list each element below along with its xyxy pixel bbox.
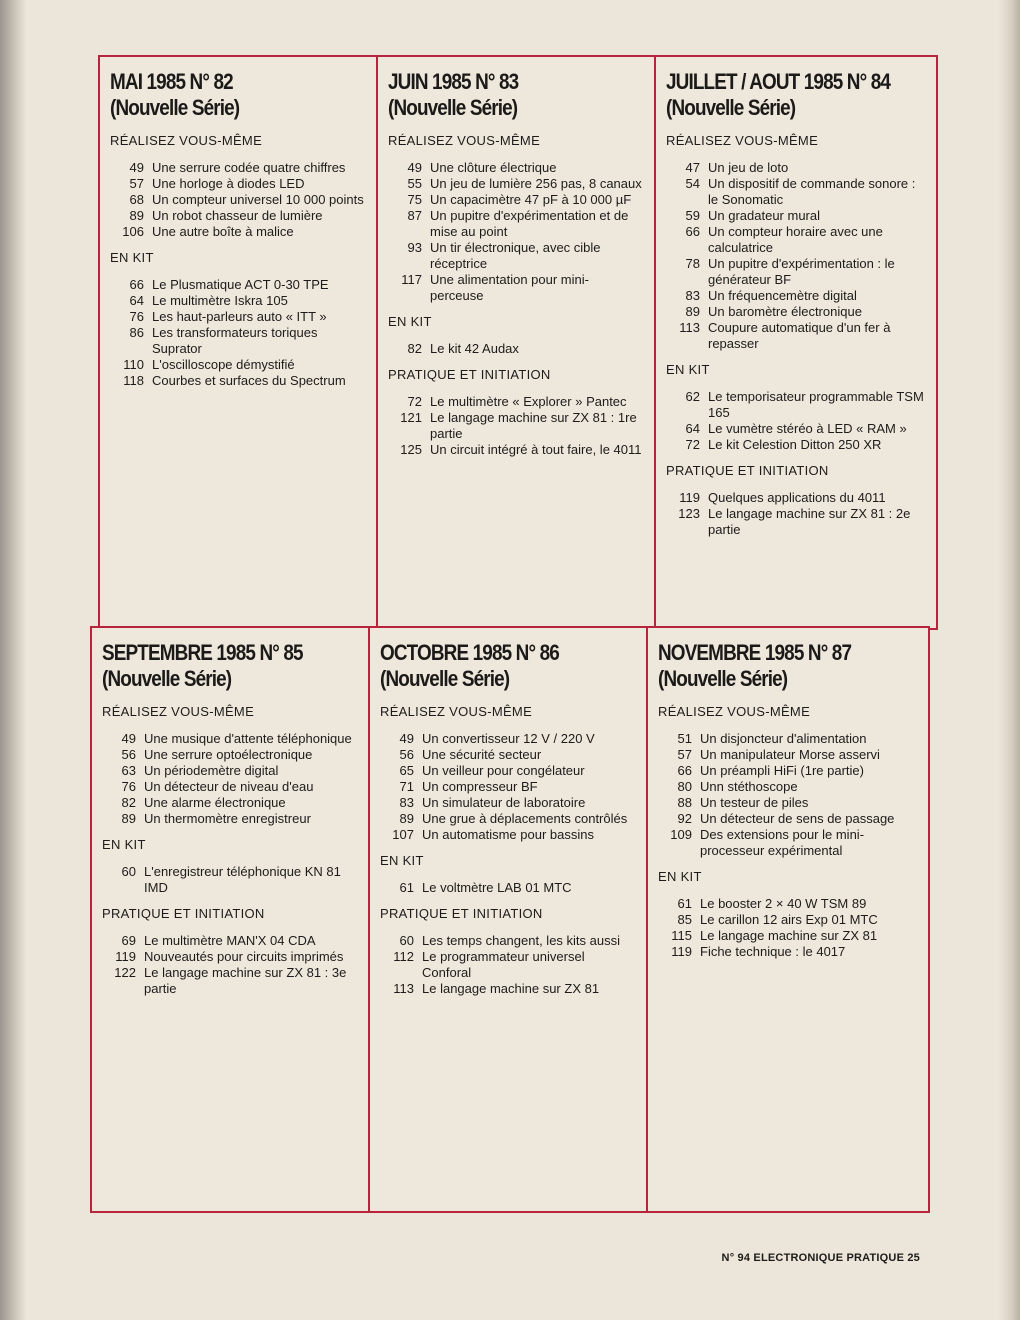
article-item bbox=[102, 747, 360, 763]
realisez-section-heading: RÉALISEZ VOUS-MÊME bbox=[388, 133, 541, 148]
article-page-number: 78 bbox=[685, 256, 700, 271]
article-item bbox=[380, 747, 638, 763]
article-page-number: 76 bbox=[121, 779, 136, 794]
article-page-number: 89 bbox=[685, 304, 700, 319]
article-item bbox=[658, 827, 920, 859]
page-footer: N° 94 ELECTRONIQUE PRATIQUE 25 bbox=[721, 1252, 920, 1264]
article-list bbox=[388, 160, 646, 304]
article-page-number: 125 bbox=[400, 442, 422, 457]
issue-subtitle: (Nouvelle Série) bbox=[666, 95, 796, 120]
article-item bbox=[380, 795, 638, 811]
article-page-number: 56 bbox=[399, 747, 414, 762]
article-item bbox=[666, 320, 928, 352]
article-title: Les transformateurs toriques Suprator bbox=[152, 325, 318, 356]
issue-column bbox=[92, 628, 370, 1211]
article-list bbox=[380, 731, 638, 843]
article-list bbox=[666, 160, 928, 352]
article-page-number: 57 bbox=[129, 176, 144, 191]
realisez-section-heading: RÉALISEZ VOUS-MÊME bbox=[110, 133, 263, 148]
article-title: Une horloge à diodes LED bbox=[152, 176, 305, 191]
article-title: Courbes et surfaces du Spectrum bbox=[152, 373, 346, 388]
article-title: Un baromètre électronique bbox=[708, 304, 862, 319]
binding-edge bbox=[0, 0, 26, 1320]
article-item bbox=[658, 896, 920, 912]
article-page-number: 109 bbox=[670, 827, 692, 842]
article-page-number: 66 bbox=[677, 763, 692, 778]
article-page-number: 123 bbox=[678, 506, 700, 521]
article-title: Un dispositif de commande sonore : le Sonomatic bbox=[708, 176, 916, 207]
article-item bbox=[380, 880, 638, 896]
article-item bbox=[666, 490, 928, 506]
article-title: Un automatisme pour bassins bbox=[422, 827, 594, 842]
article-item bbox=[102, 811, 360, 827]
pratique-section-heading: PRATIQUE ET INITIATION bbox=[102, 906, 265, 921]
article-page-number: 72 bbox=[407, 394, 422, 409]
article-title: Le multimètre « Explorer » Pantec bbox=[430, 394, 627, 409]
realisez-section-heading: RÉALISEZ VOUS-MÊME bbox=[102, 704, 255, 719]
article-title: Une alarme électronique bbox=[144, 795, 286, 810]
article-item bbox=[110, 192, 368, 208]
pratique-section-heading: PRATIQUE ET INITIATION bbox=[388, 367, 551, 382]
article-item bbox=[666, 288, 928, 304]
article-item bbox=[110, 373, 368, 389]
article-page-number: 76 bbox=[129, 309, 144, 324]
article-page-number: 82 bbox=[407, 341, 422, 356]
article-item bbox=[380, 933, 638, 949]
article-page-number: 69 bbox=[121, 933, 136, 948]
article-item bbox=[102, 965, 360, 997]
article-title: Une serrure codée quatre chiffres bbox=[152, 160, 346, 175]
article-item bbox=[110, 309, 368, 325]
article-title: Un disjoncteur d'alimentation bbox=[700, 731, 867, 746]
kit-section-heading: EN KIT bbox=[380, 853, 424, 868]
article-title: Un capacimètre 47 pF à 10 000 µF bbox=[430, 192, 632, 207]
article-title: Un détecteur de niveau d'eau bbox=[144, 779, 314, 794]
article-item bbox=[380, 731, 638, 747]
article-title: Un fréquencemètre digital bbox=[708, 288, 857, 303]
article-item bbox=[666, 208, 928, 224]
article-title: Un compteur universel 10 000 points bbox=[152, 192, 364, 207]
article-page-number: 64 bbox=[129, 293, 144, 308]
article-page-number: 47 bbox=[685, 160, 700, 175]
article-page-number: 112 bbox=[393, 949, 414, 964]
issue-column bbox=[378, 57, 656, 628]
article-page-number: 51 bbox=[677, 731, 692, 746]
issue-column bbox=[100, 57, 378, 628]
issue-title bbox=[666, 69, 891, 121]
article-title: Le kit Celestion Ditton 250 XR bbox=[708, 437, 882, 452]
article-page-number: 71 bbox=[399, 779, 414, 794]
article-title: Une autre boîte à malice bbox=[152, 224, 294, 239]
article-page-number: 85 bbox=[677, 912, 692, 927]
article-list bbox=[388, 394, 646, 458]
article-page-number: 106 bbox=[122, 224, 144, 239]
article-title: Un robot chasseur de lumière bbox=[152, 208, 323, 223]
article-title: Une sécurité secteur bbox=[422, 747, 542, 762]
article-title: Le langage machine sur ZX 81 bbox=[422, 981, 600, 996]
article-title: Des extensions pour le mini-processeur expérimental bbox=[700, 827, 865, 858]
article-title: Un compteur horaire avec une calculatrice bbox=[708, 224, 883, 255]
article-item bbox=[110, 224, 368, 240]
article-title: Un tir électronique, avec cible réceptrice bbox=[430, 240, 601, 271]
article-page-number: 61 bbox=[677, 896, 692, 911]
article-page-number: 75 bbox=[407, 192, 422, 207]
article-page-number: 63 bbox=[121, 763, 136, 778]
realisez-section-heading: RÉALISEZ VOUS-MÊME bbox=[666, 133, 819, 148]
article-title: Un pupitre d'expérimentation et de mise au point bbox=[430, 208, 629, 239]
article-title: Un thermomètre enregistreur bbox=[144, 811, 311, 826]
realisez-section-heading: RÉALISEZ VOUS-MÊME bbox=[380, 704, 533, 719]
article-title: Un pupitre d'expérimentation : le générateur BF bbox=[708, 256, 895, 287]
article-title: Le langage machine sur ZX 81 : 3e partie bbox=[144, 965, 347, 996]
kit-section-heading: EN KIT bbox=[110, 250, 154, 265]
article-item bbox=[666, 437, 928, 453]
article-item bbox=[658, 747, 920, 763]
article-list bbox=[380, 880, 638, 896]
article-page-number: 82 bbox=[121, 795, 136, 810]
article-page-number: 66 bbox=[129, 277, 144, 292]
pratique-section-heading: PRATIQUE ET INITIATION bbox=[666, 463, 829, 478]
article-page-number: 62 bbox=[685, 389, 700, 404]
article-item bbox=[388, 394, 646, 410]
article-list bbox=[380, 933, 638, 997]
article-page-number: 49 bbox=[121, 731, 136, 746]
article-page-number: 65 bbox=[399, 763, 414, 778]
article-title: Une clôture électrique bbox=[430, 160, 557, 175]
article-item bbox=[102, 779, 360, 795]
article-item bbox=[388, 208, 646, 240]
article-list bbox=[102, 864, 360, 896]
article-item bbox=[380, 779, 638, 795]
article-title: Le multimètre Iskra 105 bbox=[152, 293, 288, 308]
article-title: Fiche technique : le 4017 bbox=[700, 944, 846, 959]
article-list bbox=[658, 896, 920, 960]
kit-section-heading: EN KIT bbox=[102, 837, 146, 852]
article-page-number: 49 bbox=[129, 160, 144, 175]
issue-title-line: JUIN 1985 N° 83 bbox=[388, 69, 519, 94]
article-title: Le booster 2 × 40 W TSM 89 bbox=[700, 896, 867, 911]
article-item bbox=[110, 208, 368, 224]
article-page-number: 107 bbox=[392, 827, 414, 842]
article-page-number: 56 bbox=[121, 747, 136, 762]
article-title: Le Plusmatique ACT 0-30 TPE bbox=[152, 277, 329, 292]
article-title: Un convertisseur 12 V / 220 V bbox=[422, 731, 595, 746]
article-page-number: 93 bbox=[407, 240, 422, 255]
issue-subtitle: (Nouvelle Série) bbox=[110, 95, 240, 120]
article-title: Le temporisateur programmable TSM 165 bbox=[708, 389, 924, 420]
article-title: Un jeu de lumière 256 pas, 8 canaux bbox=[430, 176, 642, 191]
article-page-number: 55 bbox=[407, 176, 422, 191]
article-page-number: 64 bbox=[685, 421, 700, 436]
article-page-number: 60 bbox=[399, 933, 414, 948]
article-item bbox=[658, 928, 920, 944]
article-title: Un simulateur de laboratoire bbox=[422, 795, 586, 810]
article-page-number: 60 bbox=[121, 864, 136, 879]
article-item bbox=[388, 442, 646, 458]
kit-section-heading: EN KIT bbox=[666, 362, 710, 377]
article-item bbox=[110, 277, 368, 293]
issue-column bbox=[370, 628, 648, 1211]
article-item bbox=[110, 357, 368, 373]
article-page-number: 113 bbox=[393, 981, 414, 996]
article-title: L'enregistreur téléphonique KN 81 IMD bbox=[144, 864, 341, 895]
article-item bbox=[110, 176, 368, 192]
article-item bbox=[388, 410, 646, 442]
article-page-number: 89 bbox=[399, 811, 414, 826]
article-title: Un veilleur pour congélateur bbox=[422, 763, 585, 778]
article-title: Un préampli HiFi (1re partie) bbox=[700, 763, 864, 778]
article-title: Le programmateur universel Conforal bbox=[422, 949, 585, 980]
article-page-number: 92 bbox=[677, 811, 692, 826]
article-page-number: 122 bbox=[114, 965, 136, 980]
article-item bbox=[666, 256, 928, 288]
article-list bbox=[658, 731, 920, 859]
article-page-number: 115 bbox=[671, 928, 692, 943]
issues-grid-bottom bbox=[90, 626, 930, 1213]
article-page-number: 86 bbox=[129, 325, 144, 340]
issue-column bbox=[656, 57, 936, 628]
article-title: Le carillon 12 airs Exp 01 MTC bbox=[700, 912, 878, 927]
article-title: Le voltmètre LAB 01 MTC bbox=[422, 880, 572, 895]
article-title: Le langage machine sur ZX 81 : 1re partie bbox=[430, 410, 637, 441]
article-title: Un manipulateur Morse asservi bbox=[700, 747, 880, 762]
article-page-number: 80 bbox=[677, 779, 692, 794]
article-item bbox=[388, 176, 646, 192]
article-title: L'oscilloscope démystifié bbox=[152, 357, 295, 372]
issue-title-line: OCTOBRE 1985 N° 86 bbox=[380, 640, 559, 665]
article-item bbox=[380, 981, 638, 997]
article-title: Une serrure optoélectronique bbox=[144, 747, 313, 762]
article-list bbox=[102, 933, 360, 997]
article-item bbox=[110, 293, 368, 309]
article-item bbox=[102, 949, 360, 965]
issue-title bbox=[102, 640, 324, 692]
issue-subtitle: (Nouvelle Série) bbox=[658, 666, 788, 691]
article-item bbox=[380, 811, 638, 827]
article-page-number: 83 bbox=[399, 795, 414, 810]
article-title: Un jeu de loto bbox=[708, 160, 789, 175]
article-item bbox=[658, 912, 920, 928]
issue-title bbox=[380, 640, 602, 692]
article-page-number: 59 bbox=[685, 208, 700, 223]
article-page-number: 66 bbox=[685, 224, 700, 239]
article-item bbox=[658, 795, 920, 811]
article-title: Unn stéthoscope bbox=[700, 779, 798, 794]
article-title: Un testeur de piles bbox=[700, 795, 809, 810]
pratique-section-heading: PRATIQUE ET INITIATION bbox=[380, 906, 543, 921]
article-item bbox=[102, 763, 360, 779]
article-item bbox=[666, 304, 928, 320]
article-page-number: 89 bbox=[121, 811, 136, 826]
issue-title bbox=[388, 69, 610, 121]
article-item bbox=[102, 731, 360, 747]
issue-title-line: SEPTEMBRE 1985 N° 85 bbox=[102, 640, 303, 665]
article-list bbox=[110, 277, 368, 389]
article-page-number: 118 bbox=[123, 373, 144, 388]
article-page-number: 119 bbox=[671, 944, 692, 959]
article-item bbox=[658, 944, 920, 960]
article-item bbox=[658, 763, 920, 779]
issue-subtitle: (Nouvelle Série) bbox=[380, 666, 510, 691]
article-list bbox=[388, 341, 646, 357]
issue-title-line: NOVEMBRE 1985 N° 87 bbox=[658, 640, 852, 665]
article-title: Un détecteur de sens de passage bbox=[700, 811, 895, 826]
article-item bbox=[388, 160, 646, 176]
article-list bbox=[110, 160, 368, 240]
article-item bbox=[388, 192, 646, 208]
issue-subtitle: (Nouvelle Série) bbox=[102, 666, 232, 691]
realisez-section-heading: RÉALISEZ VOUS-MÊME bbox=[658, 704, 811, 719]
article-title: Un compresseur BF bbox=[422, 779, 538, 794]
article-item bbox=[102, 795, 360, 811]
kit-section-heading: EN KIT bbox=[388, 314, 432, 329]
issue-title bbox=[658, 640, 883, 692]
article-title: Les temps changent, les kits aussi bbox=[422, 933, 620, 948]
issue-title-line: JUILLET / AOUT 1985 N° 84 bbox=[666, 69, 891, 94]
article-item bbox=[110, 325, 368, 357]
article-title: Une grue à déplacements contrôlés bbox=[422, 811, 628, 826]
article-title: Le langage machine sur ZX 81 : 2e partie bbox=[708, 506, 911, 537]
article-title: Le vumètre stéréo à LED « RAM » bbox=[708, 421, 907, 436]
article-title: Un périodemètre digital bbox=[144, 763, 279, 778]
article-page-number: 68 bbox=[129, 192, 144, 207]
article-title: Les haut-parleurs auto « ITT » bbox=[152, 309, 327, 324]
article-page-number: 87 bbox=[407, 208, 422, 223]
article-title: Un gradateur mural bbox=[708, 208, 820, 223]
issue-title bbox=[110, 69, 332, 121]
article-page-number: 89 bbox=[129, 208, 144, 223]
article-title: Une alimentation pour mini-perceuse bbox=[430, 272, 589, 303]
article-title: Le langage machine sur ZX 81 bbox=[700, 928, 878, 943]
article-item bbox=[102, 933, 360, 949]
article-page-number: 119 bbox=[115, 949, 136, 964]
issues-grid-top bbox=[98, 55, 938, 630]
article-item bbox=[666, 224, 928, 256]
article-page-number: 113 bbox=[679, 320, 700, 335]
article-item bbox=[666, 421, 928, 437]
issue-title-line: MAI 1985 N° 82 bbox=[110, 69, 233, 94]
article-item bbox=[388, 341, 646, 357]
article-title: Un circuit intégré à tout faire, le 4011 bbox=[430, 442, 642, 457]
article-item bbox=[110, 160, 368, 176]
article-title: Nouveautés pour circuits imprimés bbox=[144, 949, 344, 964]
article-title: Coupure automatique d'un fer à repasser bbox=[708, 320, 891, 351]
article-item bbox=[666, 506, 928, 538]
article-page-number: 83 bbox=[685, 288, 700, 303]
article-page-number: 110 bbox=[123, 357, 144, 372]
article-item bbox=[102, 864, 360, 896]
article-list bbox=[666, 490, 928, 538]
article-item bbox=[666, 389, 928, 421]
article-title: Quelques applications du 4011 bbox=[708, 490, 886, 505]
article-list bbox=[666, 389, 928, 453]
article-item bbox=[380, 763, 638, 779]
article-page-number: 57 bbox=[677, 747, 692, 762]
article-title: Le multimètre MAN'X 04 CDA bbox=[144, 933, 316, 948]
article-title: Le kit 42 Audax bbox=[430, 341, 519, 356]
issue-subtitle: (Nouvelle Série) bbox=[388, 95, 518, 120]
article-page-number: 49 bbox=[407, 160, 422, 175]
article-page-number: 119 bbox=[679, 490, 700, 505]
article-page-number: 61 bbox=[399, 880, 414, 895]
article-page-number: 117 bbox=[401, 272, 422, 287]
article-item bbox=[666, 176, 928, 208]
article-page-number: 54 bbox=[685, 176, 700, 191]
article-item bbox=[658, 779, 920, 795]
article-item bbox=[666, 160, 928, 176]
article-item bbox=[380, 827, 638, 843]
article-title: Une musique d'attente téléphonique bbox=[144, 731, 352, 746]
page-edge bbox=[998, 0, 1020, 1320]
article-list bbox=[102, 731, 360, 827]
article-page-number: 88 bbox=[677, 795, 692, 810]
article-item bbox=[380, 949, 638, 981]
article-item bbox=[388, 272, 646, 304]
article-page-number: 121 bbox=[400, 410, 422, 425]
article-item bbox=[658, 811, 920, 827]
issue-column bbox=[648, 628, 928, 1211]
article-page-number: 49 bbox=[399, 731, 414, 746]
article-page-number: 72 bbox=[685, 437, 700, 452]
kit-section-heading: EN KIT bbox=[658, 869, 702, 884]
article-item bbox=[388, 240, 646, 272]
article-item bbox=[658, 731, 920, 747]
